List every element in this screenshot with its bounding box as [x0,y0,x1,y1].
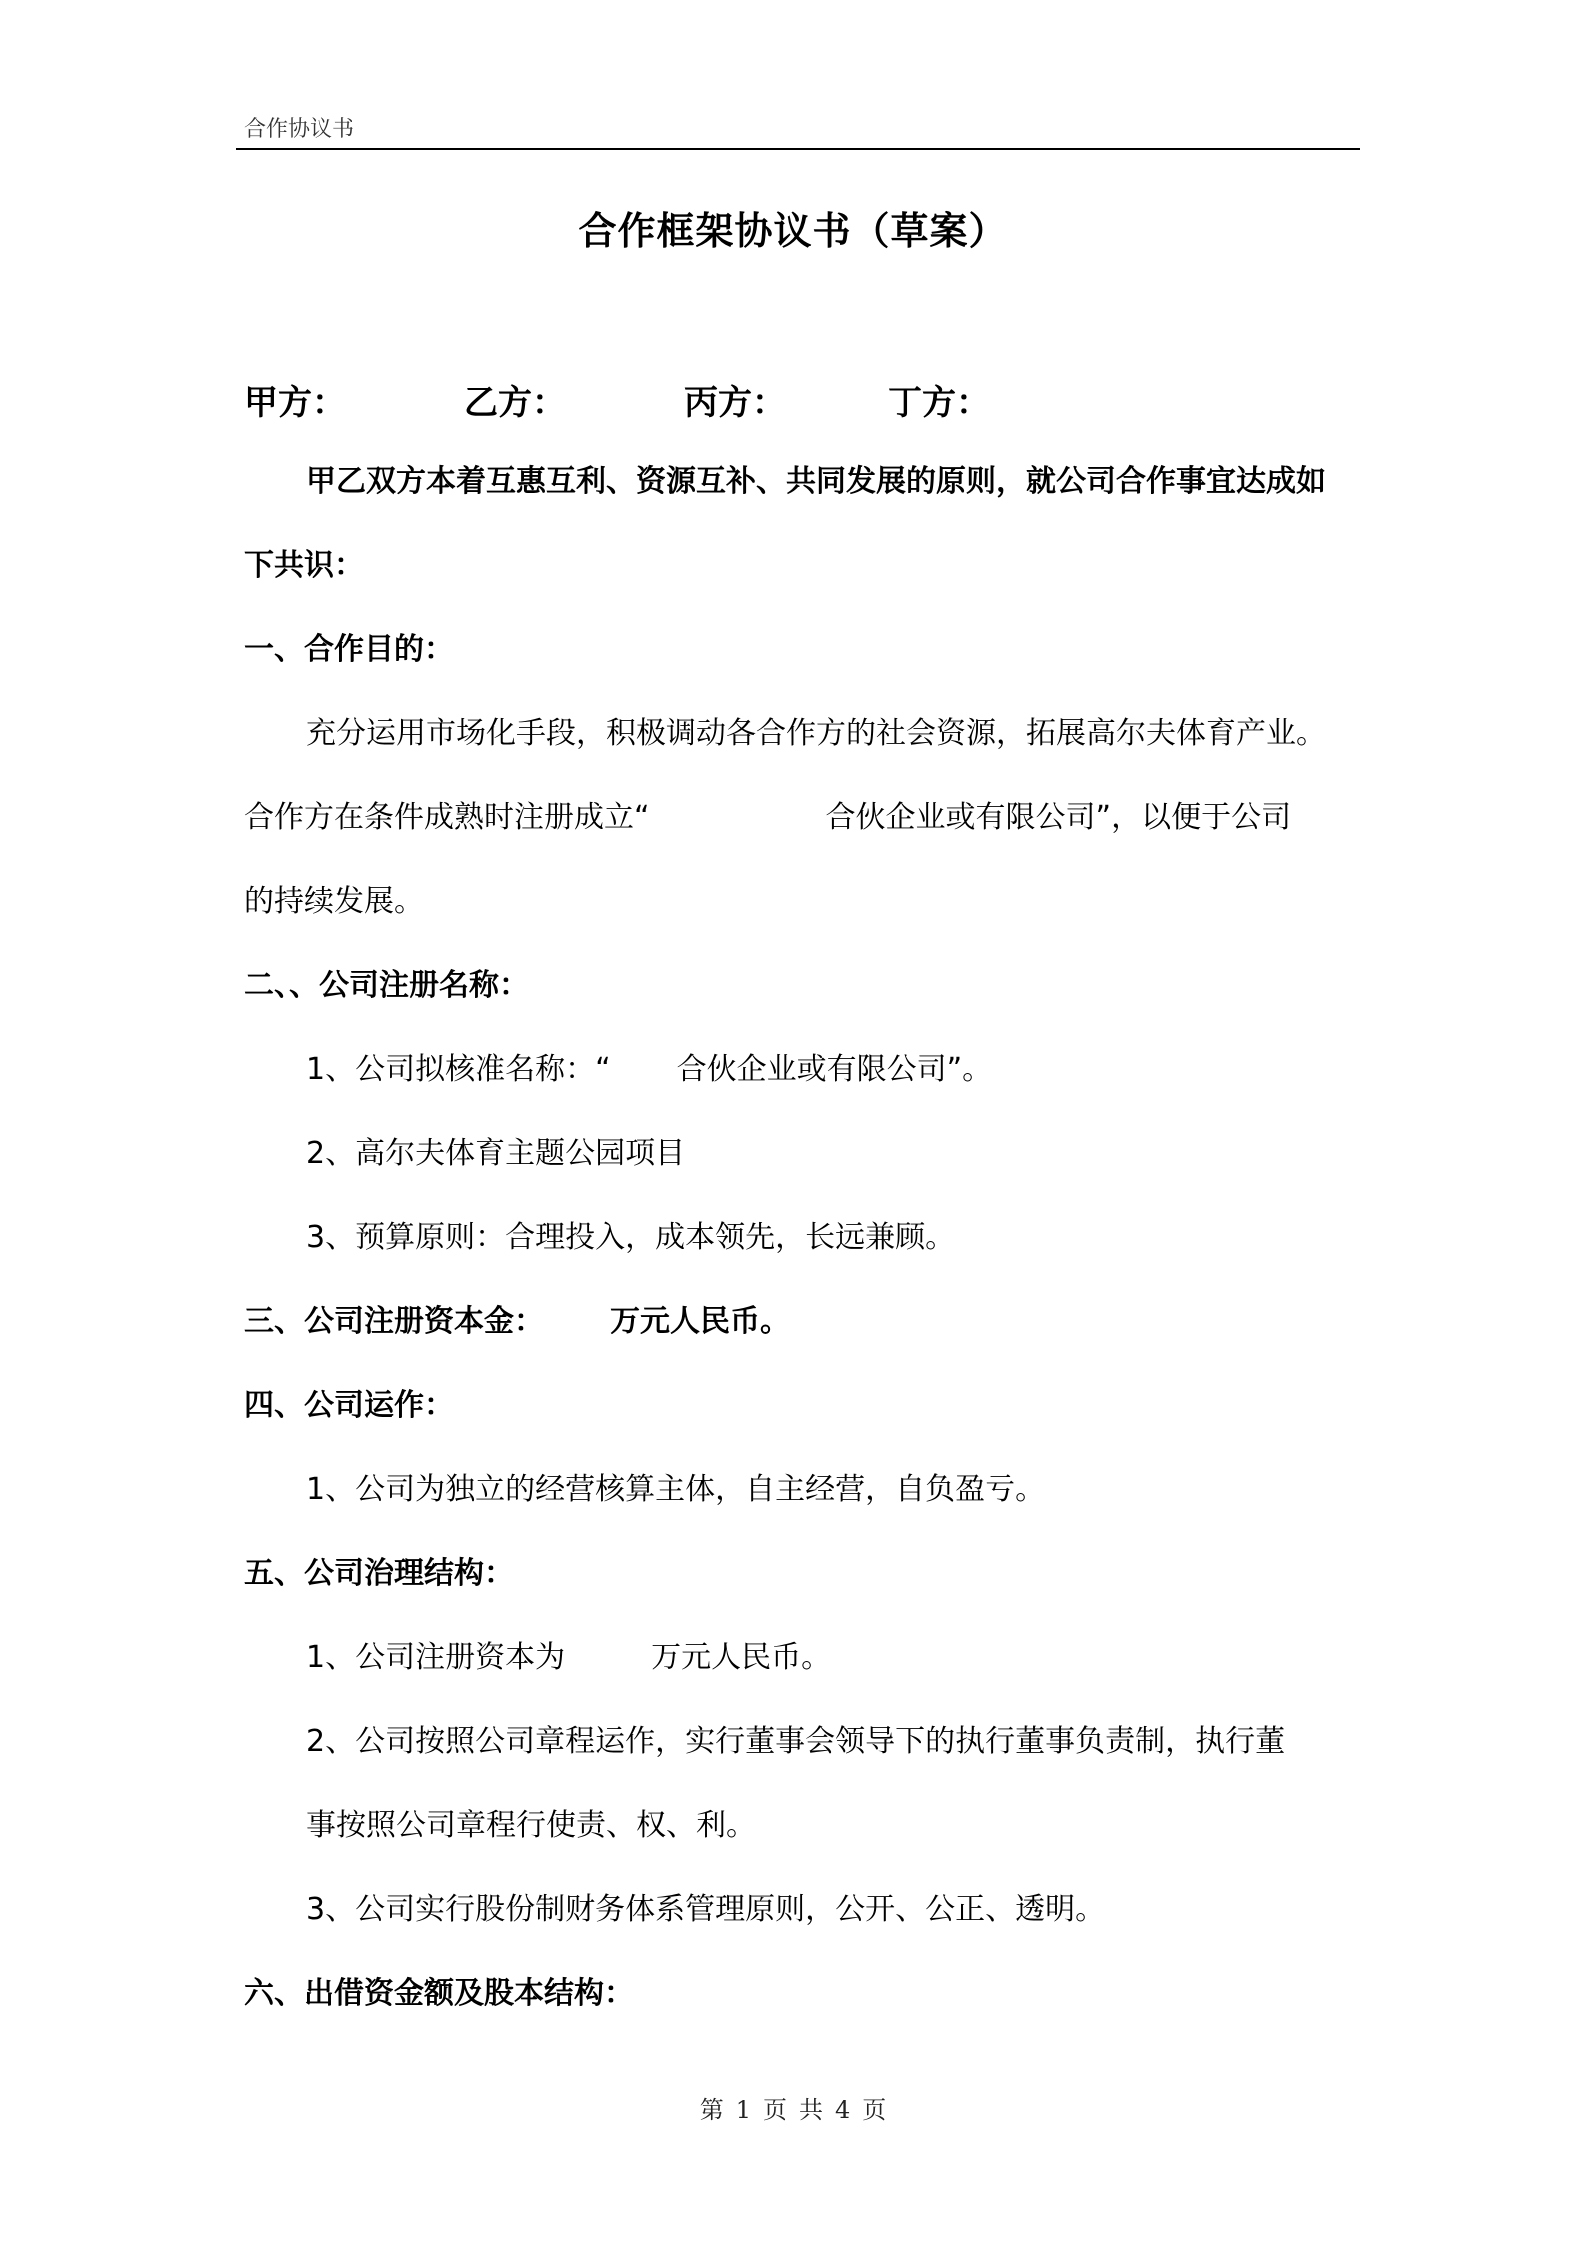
section-2-item-1-end: 合伙企业或有限公司”。 [676,1052,993,1087]
section-6-heading: 六、出借资金额及股本结构： [244,1976,634,2011]
section-3-value: 万元人民币。 [610,1304,790,1339]
section-2-heading: 二、、公司注册名称： [244,968,529,1003]
section-3-line [244,1302,790,1342]
section-4-heading: 四、公司运作： [244,1388,454,1423]
total-page-number: 4 [835,2096,851,2124]
section-1-line-3: 的持续发展。 [244,884,424,919]
parties-row [0,375,1586,421]
section-5-item-1-end: 万元人民币。 [651,1640,832,1675]
section-1-line-2-end: 合伙企业或有限公司”，以便于公司 [825,800,1292,835]
section-2-item-3: 3、预算原则：合理投入，成本领先，长远兼顾。 [306,1220,956,1255]
header-divider [236,148,1360,150]
running-header: 合作协议书 [244,117,355,142]
section-5-item-2-line-2: 事按照公司章程行使责、权、利。 [306,1808,756,1843]
footer-ye: 页 [763,2096,787,2124]
party-c-label: 丙方： [684,383,786,423]
section-5-item-3: 3、公司实行股份制财务体系管理原则，公开、公正、透明。 [306,1892,1106,1927]
section-5-item-1-start: 1、公司注册资本为 [306,1640,566,1675]
party-b-label: 乙方： [464,383,566,423]
party-d-label: 丁方： [888,383,990,423]
document-title: 合作框架协议书（草案） [578,209,1008,253]
section-5-item-1 [306,1638,831,1678]
footer-di: 第 [699,2096,724,2124]
section-5-heading: 五、公司治理结构： [244,1556,514,1591]
section-5-item-2-line-1: 2、公司按照公司章程运作，实行董事会领导下的执行董事负责制，执行董 [306,1724,1286,1759]
section-1-line-1: 充分运用市场化手段，积极调动各合作方的社会资源，拓展高尔夫体育产业。 [306,716,1326,751]
current-page-number: 1 [735,2096,751,2124]
footer-ye-2: 页 [862,2096,887,2124]
section-2-item-1 [306,1050,992,1090]
section-1-heading: 一、合作目的： [244,632,454,667]
intro-line-2: 下共识： [244,548,364,583]
section-4-item-1: 1、公司为独立的经营核算主体，自主经营，自负盈亏。 [306,1472,1046,1507]
footer-gong: 共 [799,2096,823,2124]
intro-line-1: 甲乙双方本着互惠互利、资源互补、共同发展的原则，就公司合作事宜达成如 [306,464,1326,499]
section-2-item-1-start: 1、公司拟核准名称：“ [306,1052,611,1087]
section-3-heading: 三、公司注册资本金： [244,1304,544,1339]
section-1-line-2 [244,798,1291,838]
page-footer [0,2090,1586,2125]
party-a-label: 甲方： [244,383,346,423]
section-1-line-2-start: 合作方在条件成熟时注册成立“ [244,800,650,835]
section-2-item-2: 2、高尔夫体育主题公园项目 [306,1136,686,1171]
